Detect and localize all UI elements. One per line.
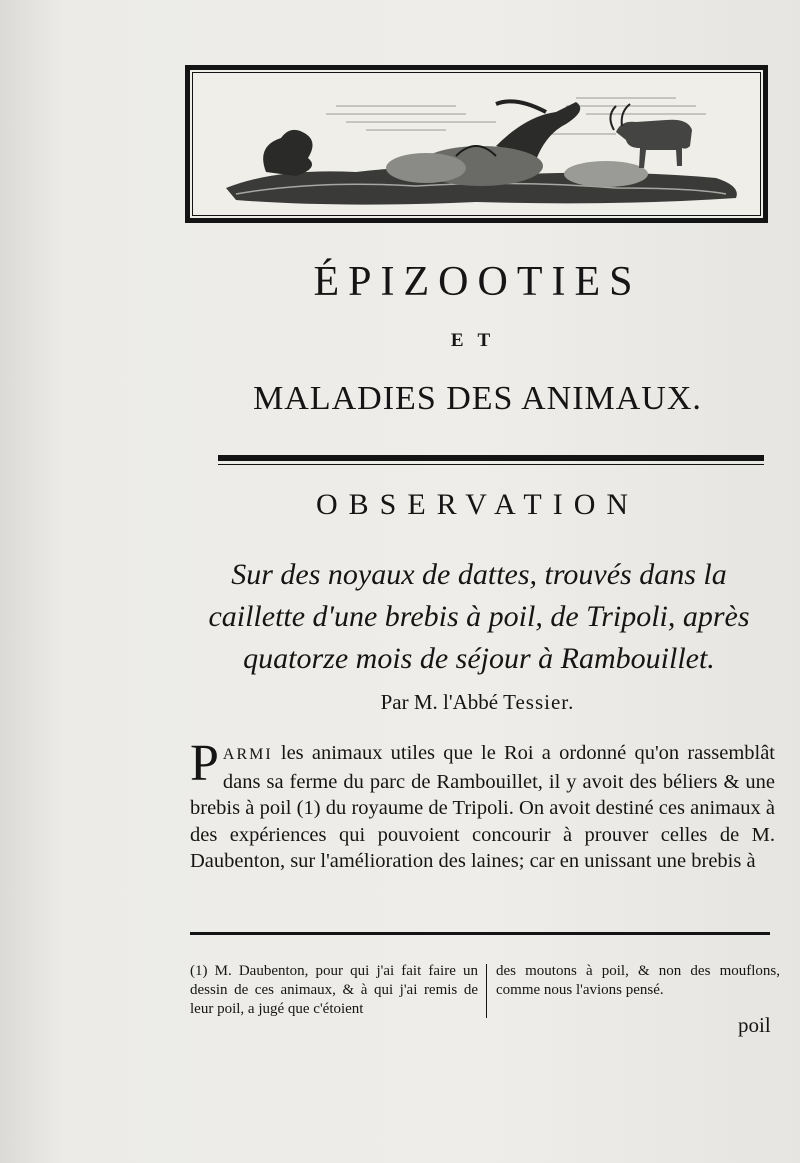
author-name: Tessier. (503, 690, 575, 714)
catchword: poil (738, 1013, 771, 1037)
footnote-divider (190, 932, 770, 935)
byline-prefix: Par M. l'Abbé (380, 690, 499, 714)
page-subtitle: MALADIES DES ANIMAUX. (253, 380, 702, 417)
footnote-left-column: (1) M. Daubenton, pour qui j'ai fait faire un dessin de ces animaux, & à qui j'ai remis de leur poil, a jugé que c'étoient (190, 963, 478, 1017)
body-paragraph (190, 735, 775, 875)
footnote-right-column: des moutons à poil, & non des mouflons, comme nous l'avions pensé. (496, 963, 780, 998)
page-title: ÉPIZOOTIES (313, 259, 642, 305)
author-byline (190, 690, 765, 715)
footnote-column-separator (486, 964, 487, 1018)
title-conjunction: ET (450, 330, 505, 351)
section-divider-thin (218, 464, 764, 465)
drop-cap: P (190, 735, 219, 792)
engraved-vignette (185, 65, 768, 223)
body-text: les animaux utiles que le Roi a ordonné qu'on rassemblât dans sa ferme du parc de Rambouillet, il y avoit des béliers & une brebis à poil (1) du royaume de Tripoli. On avoit destiné ces animaux à des expériences qui pouvoient concourir à prouver celles de M. Daubenton, sur l'amélioration des laines; car en unissant une brebis à (190, 742, 775, 872)
opening-word: ARMI (222, 746, 273, 763)
section-divider-thick (218, 455, 764, 461)
observation-summary: Sur des noyaux de dattes, trouvés dans la caillette d'une brebis à poil, de Tripoli, après quatorze mois de séjour à Rambouillet. (208, 558, 750, 675)
animal-scene-illustration (196, 76, 757, 212)
section-heading: OBSERVATION (315, 488, 640, 521)
